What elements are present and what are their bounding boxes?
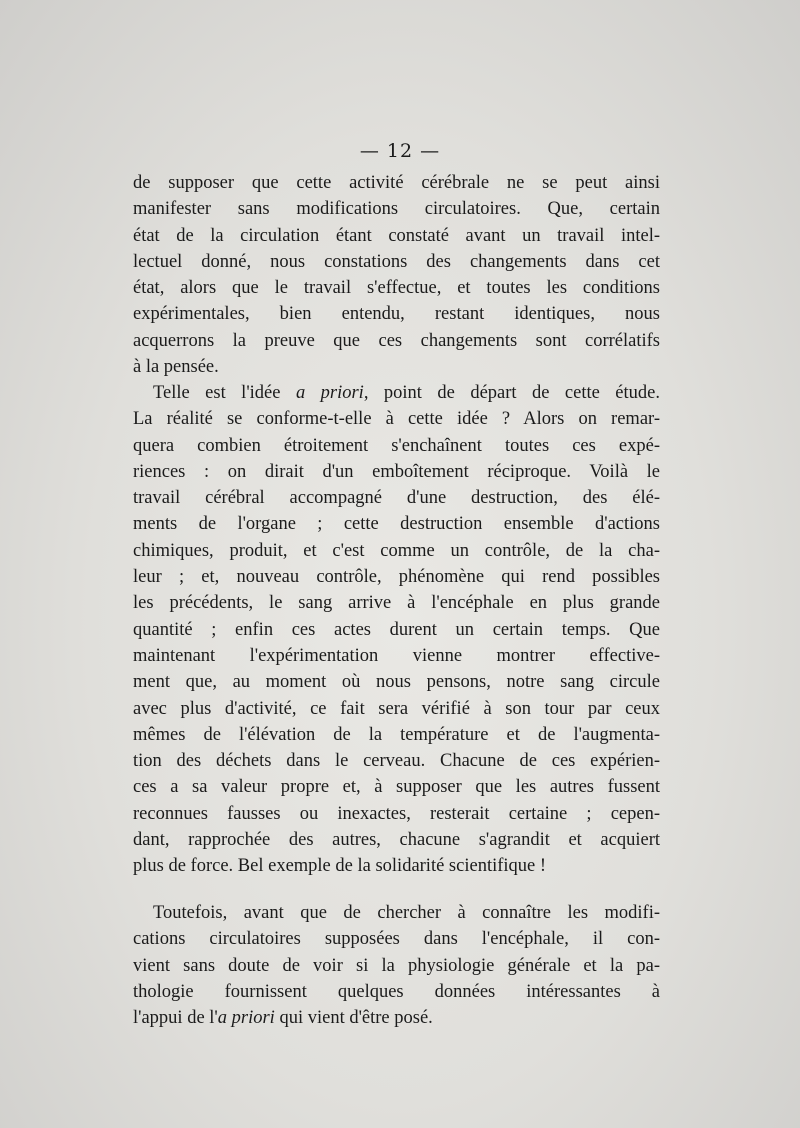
- text-line: riences : on dirait d'un emboîtement réciproque. Voilà le: [133, 461, 660, 482]
- text-line: expérimentales, bien entendu, restant identiques, nous: [133, 304, 660, 325]
- text-line: état de la circulation étant constaté avant un travail intel-: [133, 225, 660, 246]
- text-line: leur ; et, nouveau contrôle, phénomène qui rend possibles: [133, 567, 660, 588]
- text-line: état, alors que le travail s'effectue, et toutes les conditions: [133, 278, 660, 299]
- italic-text: a priori: [217, 1008, 275, 1029]
- page-number: — 12 —: [359, 140, 441, 162]
- text-line: à la pensée.: [133, 357, 219, 378]
- text-line: plus de force. Bel exemple de la solidarité scientifique !: [133, 856, 547, 877]
- text-line: ments de l'organe ; cette destruction ensemble d'actions: [133, 514, 660, 535]
- text-line: cations circulatoires supposées dans l'encéphale, il con-: [133, 929, 660, 950]
- text-line: avec plus d'activité, ce fait sera vérifié à son tour par ceux: [133, 698, 660, 719]
- text-line: vient sans doute de voir si la physiologie générale et la pa-: [133, 955, 660, 976]
- text-line: chimiques, produit, et c'est comme un contrôle, de la cha-: [133, 540, 660, 561]
- text-line: maintenant l'expérimentation vienne montrer effective-: [133, 645, 660, 666]
- text-line: La réalité se conforme-t-elle à cette idée ? Alors on remar-: [133, 409, 660, 430]
- paragraph-1: [133, 170, 660, 380]
- text-line-first: [133, 380, 660, 406]
- text-line: acquerrons la preuve que ces changements sont corrélatifs: [133, 330, 660, 351]
- italic-text: a priori: [295, 383, 364, 403]
- text-line: ment que, au moment où nous pensons, notre sang circule: [133, 672, 660, 693]
- text-line: thologie fournissent quelques données intéressantes à: [133, 981, 660, 1002]
- text-line: tion des déchets dans le cerveau. Chacune de ces expérien-: [133, 751, 660, 772]
- text-run: Telle est l'idée: [153, 383, 296, 403]
- text-line: dant, rapprochée des autres, chacune s'agrandit et acquiert: [133, 830, 660, 851]
- text-line: mêmes de l'élévation de la température et de l'augmenta-: [133, 724, 660, 745]
- text-line-last: [133, 1005, 660, 1031]
- text-run: , point de départ de cette étude.: [363, 383, 660, 403]
- text-line: lectuel donné, nous constations des changements dans cet: [133, 251, 660, 272]
- text-run: l'appui de l': [133, 1008, 218, 1029]
- text-run: qui vient d'être posé.: [274, 1008, 433, 1029]
- text-line: travail cérébral accompagné d'une destruction, des élé-: [133, 488, 660, 509]
- text-line: manifester sans modifications circulatoires. Que, certain: [133, 199, 660, 220]
- paragraph-2: [133, 380, 660, 880]
- paragraph-3: [133, 900, 660, 1031]
- text-line: quera combien étroitement s'enchaînent toutes ces expé-: [133, 435, 660, 456]
- text-line: de supposer que cette activité cérébrale ne se peut ainsi: [133, 173, 660, 193]
- text-line: ces a sa valeur propre et, à supposer que les autres fussent: [133, 777, 660, 798]
- text-line: les précédents, le sang arrive à l'encéphale en plus grande: [133, 593, 660, 614]
- text-line: Toutefois, avant que de chercher à connaître les modifi-: [153, 903, 660, 923]
- text-line: quantité ; enfin ces actes durent un certain temps. Que: [133, 619, 660, 640]
- text-line: reconnues fausses ou inexactes, resterait certaine ; cepen-: [133, 803, 660, 824]
